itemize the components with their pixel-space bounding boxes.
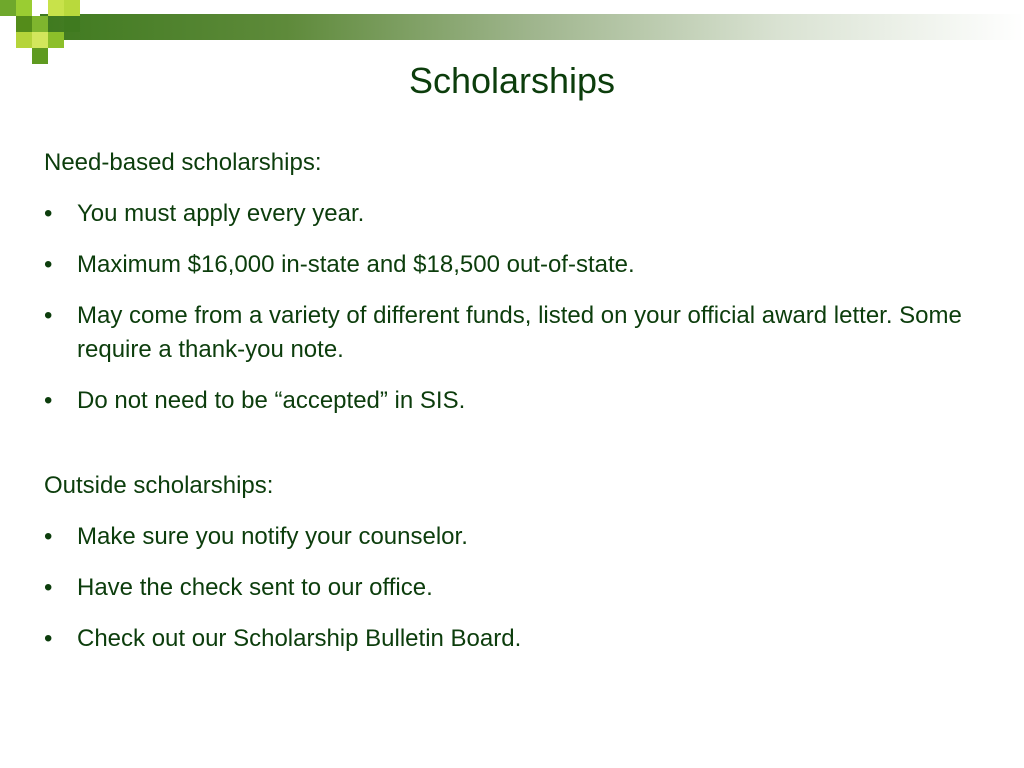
bullet-item: • You must apply every year. bbox=[44, 197, 984, 231]
bullet-item: • Make sure you notify your counselor. bbox=[44, 520, 984, 554]
decor-square bbox=[16, 16, 32, 32]
bullet-item: • May come from a variety of different funds, listed on your official award letter. Some require a thank-you note. bbox=[44, 299, 984, 367]
decor-square bbox=[0, 0, 16, 16]
section-spacer bbox=[44, 435, 984, 469]
decor-square bbox=[64, 0, 80, 16]
decor-square bbox=[48, 32, 64, 48]
decor-square bbox=[32, 16, 48, 32]
header-gradient-band bbox=[40, 14, 1024, 40]
slide-body bbox=[44, 146, 984, 673]
section-heading-outside: Outside scholarships: bbox=[44, 472, 274, 499]
bullet-item: • Check out our Scholarship Bulletin Board. bbox=[44, 622, 984, 656]
bullet-item: • Have the check sent to our office. bbox=[44, 571, 984, 605]
bullet-item: • Maximum $16,000 in-state and $18,500 out-of-state. bbox=[44, 248, 984, 282]
decor-square bbox=[48, 0, 64, 16]
slide-title: Scholarships bbox=[408, 60, 616, 101]
decor-square bbox=[32, 32, 48, 48]
need-based-bullet-list bbox=[44, 197, 984, 418]
section-heading-need-based: Need-based scholarships: bbox=[44, 149, 322, 176]
bullet-item: • Do not need to be “accepted” in SIS. bbox=[44, 384, 984, 418]
outside-bullet-list bbox=[44, 520, 984, 656]
decor-square bbox=[16, 32, 32, 48]
decor-square bbox=[64, 16, 80, 32]
decor-square bbox=[16, 0, 32, 16]
